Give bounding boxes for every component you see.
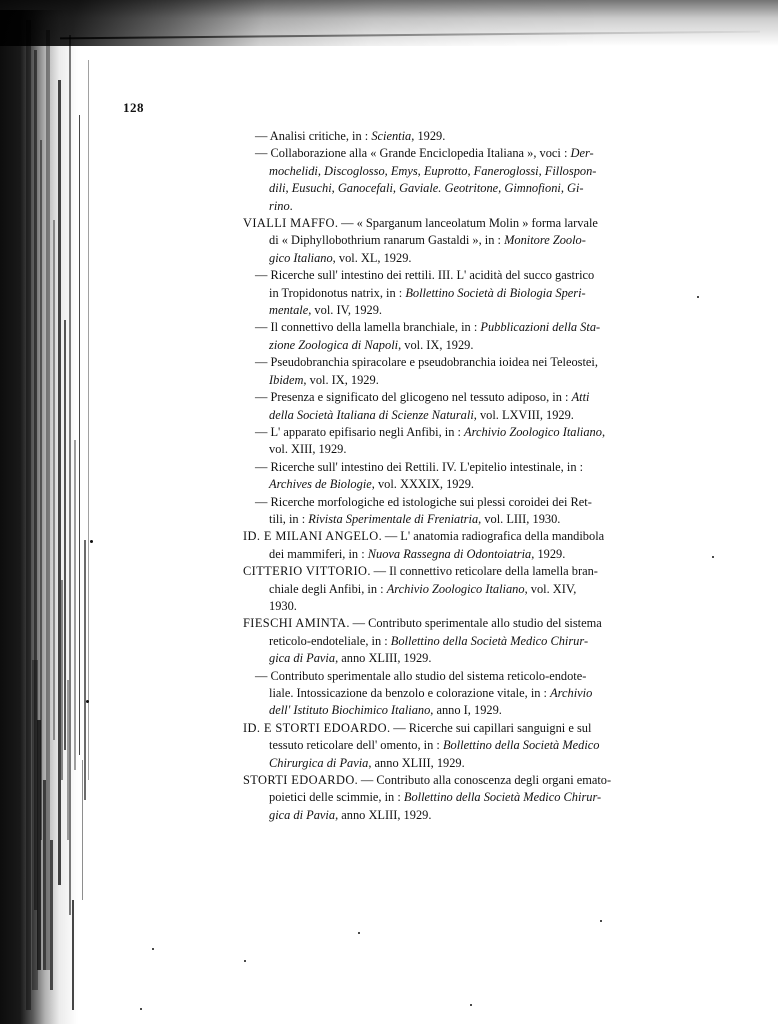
- entry-line: [243, 232, 703, 249]
- entry-text: , anno XLIII, 1929.: [335, 807, 432, 822]
- entry-text: , 1929.: [411, 129, 446, 143]
- bibliography-subentry: [243, 668, 703, 720]
- entry-line: [243, 720, 703, 737]
- entry-text: tili, in :: [269, 511, 309, 526]
- entry-line: [243, 615, 703, 632]
- entry-line: [243, 772, 703, 789]
- entry-line: [243, 528, 703, 545]
- entry-line: [243, 494, 703, 511]
- entry-line: [243, 302, 703, 319]
- entry-line: [243, 598, 703, 615]
- entry-line: [243, 685, 703, 702]
- entry-title: gica di Pavia: [269, 651, 336, 666]
- entry-title: Pubblicazioni della Sta-: [480, 320, 601, 335]
- entry-text: poietici delle scimmie, in :: [269, 790, 404, 805]
- entry-text: — Collaborazione alla « Grande Enciclopedia Italiana », voci :: [255, 146, 571, 161]
- entry-title: mentale: [269, 303, 309, 318]
- entry-text: , vol. IX, 1929.: [303, 372, 379, 387]
- entry-title: Nuova Rassegna di Odontoiatria: [367, 546, 532, 561]
- entry-title: Archivio Zoologico Italiano: [464, 424, 602, 439]
- entry-title: Scientia: [371, 129, 412, 143]
- entry-title: gica di Pavia: [269, 807, 336, 822]
- entry-text: , anno XLIII, 1929.: [368, 755, 465, 770]
- entry-title: Archives de Biologie: [269, 477, 372, 492]
- bibliography-entry: [243, 563, 703, 615]
- entry-author: ID. E MILANI ANGELO: [243, 529, 379, 544]
- entry-text: , anno XLIII, 1929.: [335, 651, 432, 666]
- entry-text: liale. Intossicazione da benzolo e colorazione vitale, in :: [269, 686, 551, 700]
- bibliography-entry: [243, 528, 703, 563]
- entry-line: [243, 789, 703, 806]
- entry-line: [243, 354, 703, 371]
- bibliography-subentry: [243, 459, 703, 494]
- entry-line: [243, 424, 703, 441]
- bibliography-entry: [243, 772, 703, 824]
- entry-text: .: [289, 198, 293, 213]
- entry-line: [243, 145, 703, 162]
- entry-title: dili, Eusuchi, Ganocefali, Gaviale. Geotritone, Gimnofioni, Gi-: [269, 181, 584, 196]
- entry-line: [243, 389, 703, 406]
- entry-line: [243, 337, 703, 354]
- entry-line: [243, 163, 703, 180]
- entry-line: [243, 250, 703, 267]
- entry-title: della Società Italiana di Scienze Naturali: [269, 407, 474, 422]
- bibliography-subentry: [243, 494, 703, 529]
- bibliography-subentry: [243, 128, 703, 145]
- entry-text: , vol. IV, 1929.: [308, 303, 383, 318]
- entry-line: [243, 372, 703, 389]
- bibliography-subentry: [243, 389, 703, 424]
- entry-text: di « Diphyllobothrium ranarum Gastaldi », in :: [269, 233, 505, 248]
- entry-title: Chirurgica di Pavia: [269, 755, 369, 770]
- entry-title: Ibidem: [269, 372, 304, 387]
- entry-text: , vol. IX, 1929.: [398, 337, 474, 352]
- entry-line: [243, 755, 703, 772]
- entry-text: . — Contributo alla conoscenza degli organi emato-: [354, 773, 612, 788]
- entry-text: tessuto reticolare dell' omento, in :: [269, 738, 443, 753]
- entry-line: [243, 285, 703, 302]
- entry-title: Archivio Zoologico Italiano: [386, 581, 525, 596]
- entry-text: . — Contributo sperimentale allo studio del sistema: [346, 616, 602, 631]
- entry-text: . — « Sparganum lanceolatum Molin » forma larvale: [334, 216, 598, 231]
- entry-line: [243, 546, 703, 563]
- entry-text: , anno I, 1929.: [430, 703, 502, 718]
- entry-title: Bollettino Società di Biologia Speri-: [405, 285, 586, 300]
- entry-line: [243, 198, 703, 215]
- entry-line: [243, 650, 703, 667]
- entry-author: ID. E STORTI EDOARDO: [243, 720, 388, 735]
- entry-author: VIALLI MAFFO: [243, 216, 335, 231]
- entry-title: Bollettino della Società Medico: [442, 738, 600, 753]
- entry-text: . — Ricerche sui capillari sanguigni e sul: [387, 720, 592, 735]
- entry-text: — Ricerche sull' intestino dei Rettili. IV. L'epitelio intestinale, in :: [255, 459, 584, 474]
- bibliography-entry: [243, 615, 703, 667]
- entry-line: [243, 128, 703, 145]
- entry-text: dei mammiferi, in :: [269, 546, 368, 561]
- entry-line: [243, 441, 703, 458]
- bibliography-column: [243, 128, 703, 824]
- entry-line: [243, 737, 703, 754]
- entry-title: dell' Istituto Biochimico Italiano: [269, 703, 431, 718]
- entry-text: — Il connettivo della lamella branchiale, in :: [255, 320, 481, 335]
- entry-author: STORTI EDOARDO: [243, 773, 355, 788]
- bibliography-subentry: [243, 354, 703, 389]
- entry-line: [243, 581, 703, 598]
- entry-text: — L' apparato epifisario negli Anfibi, in :: [255, 424, 465, 439]
- entry-text: , 1929.: [531, 546, 566, 561]
- entry-line: [243, 319, 703, 336]
- bibliography-subentry: [243, 319, 703, 354]
- entry-text: ,: [601, 424, 606, 439]
- entry-title: Rivista Sperimentale di Freniatria: [308, 511, 479, 526]
- entry-title: zione Zoologica di Napoli: [269, 337, 399, 352]
- bibliography-entry: [243, 215, 703, 267]
- entry-text: reticolo-endoteliale, in :: [269, 633, 391, 648]
- entry-text: , vol. XXXIX, 1929.: [371, 477, 474, 492]
- entry-title: rino: [269, 198, 290, 213]
- bibliography-subentry: [243, 267, 703, 319]
- entry-title: Bollettino della Società Medico Chirur-: [390, 633, 589, 648]
- entry-line: [243, 807, 703, 824]
- entry-line: [243, 459, 703, 476]
- entry-title: mochelidi, Discoglosso, Emys, Euprotto, Faneroglossi, Fillospon-: [269, 163, 597, 178]
- entry-line: [243, 511, 703, 528]
- entry-line: [243, 476, 703, 493]
- entry-text: , vol. XIV,: [524, 581, 577, 596]
- entry-text: — Presenza e significato del glicogeno nel tessuto adiposo, in :: [255, 390, 572, 405]
- entry-title: Atti: [571, 390, 590, 405]
- entry-line: [243, 633, 703, 650]
- entry-text: . — Il connettivo reticolare della lamella bran-: [367, 564, 598, 579]
- entry-text: , vol. LIII, 1930.: [478, 511, 561, 526]
- entry-author: FIESCHI AMINTA: [243, 616, 347, 631]
- entry-line: [243, 180, 703, 197]
- entry-text: , vol. XL, 1929.: [332, 250, 412, 265]
- entry-text: — Analisi critiche, in :: [255, 129, 372, 143]
- entry-title: Bollettino della Società Medico Chirur-: [403, 790, 602, 805]
- entry-line: [243, 215, 703, 232]
- entry-text: vol. XIII, 1929.: [269, 442, 347, 457]
- entry-title: Der-: [570, 146, 594, 161]
- entry-title: Archivio: [550, 686, 593, 700]
- entry-text: . — L' anatomia radiografica della mandibola: [378, 529, 605, 544]
- entry-text: in Tropidonotus natrix, in :: [269, 285, 406, 300]
- entry-title: gico Italiano: [269, 250, 333, 265]
- entry-title: Monitore Zoolo-: [504, 233, 586, 248]
- bibliography-subentry: [243, 424, 703, 459]
- entry-text: 1930.: [269, 598, 297, 613]
- entry-text: , vol. LXVIII, 1929.: [473, 407, 574, 422]
- entry-text: — Contributo sperimentale allo studio del sistema reticolo-endote-: [255, 668, 587, 683]
- entry-line: [243, 563, 703, 580]
- bibliography-entry: [243, 720, 703, 772]
- entry-text: — Ricerche morfologiche ed istologiche sui plessi coroidei dei Ret-: [255, 494, 592, 509]
- entry-text: — Ricerche sull' intestino dei rettili. III. L' acidità del succo gastrico: [255, 268, 595, 283]
- entry-author: CITTERIO VITTORIO: [243, 564, 368, 579]
- entry-text: chiale degli Anfibi, in :: [269, 581, 387, 596]
- entry-line: [243, 407, 703, 424]
- entry-text: — Pseudobranchia spiracolare e pseudobranchia ioidea nei Teleostei,: [255, 355, 598, 370]
- page-number: 128: [123, 100, 144, 115]
- entry-line: [243, 267, 703, 284]
- entry-line: [243, 668, 703, 685]
- entry-line: [243, 702, 703, 719]
- bibliography-subentry: [243, 145, 703, 215]
